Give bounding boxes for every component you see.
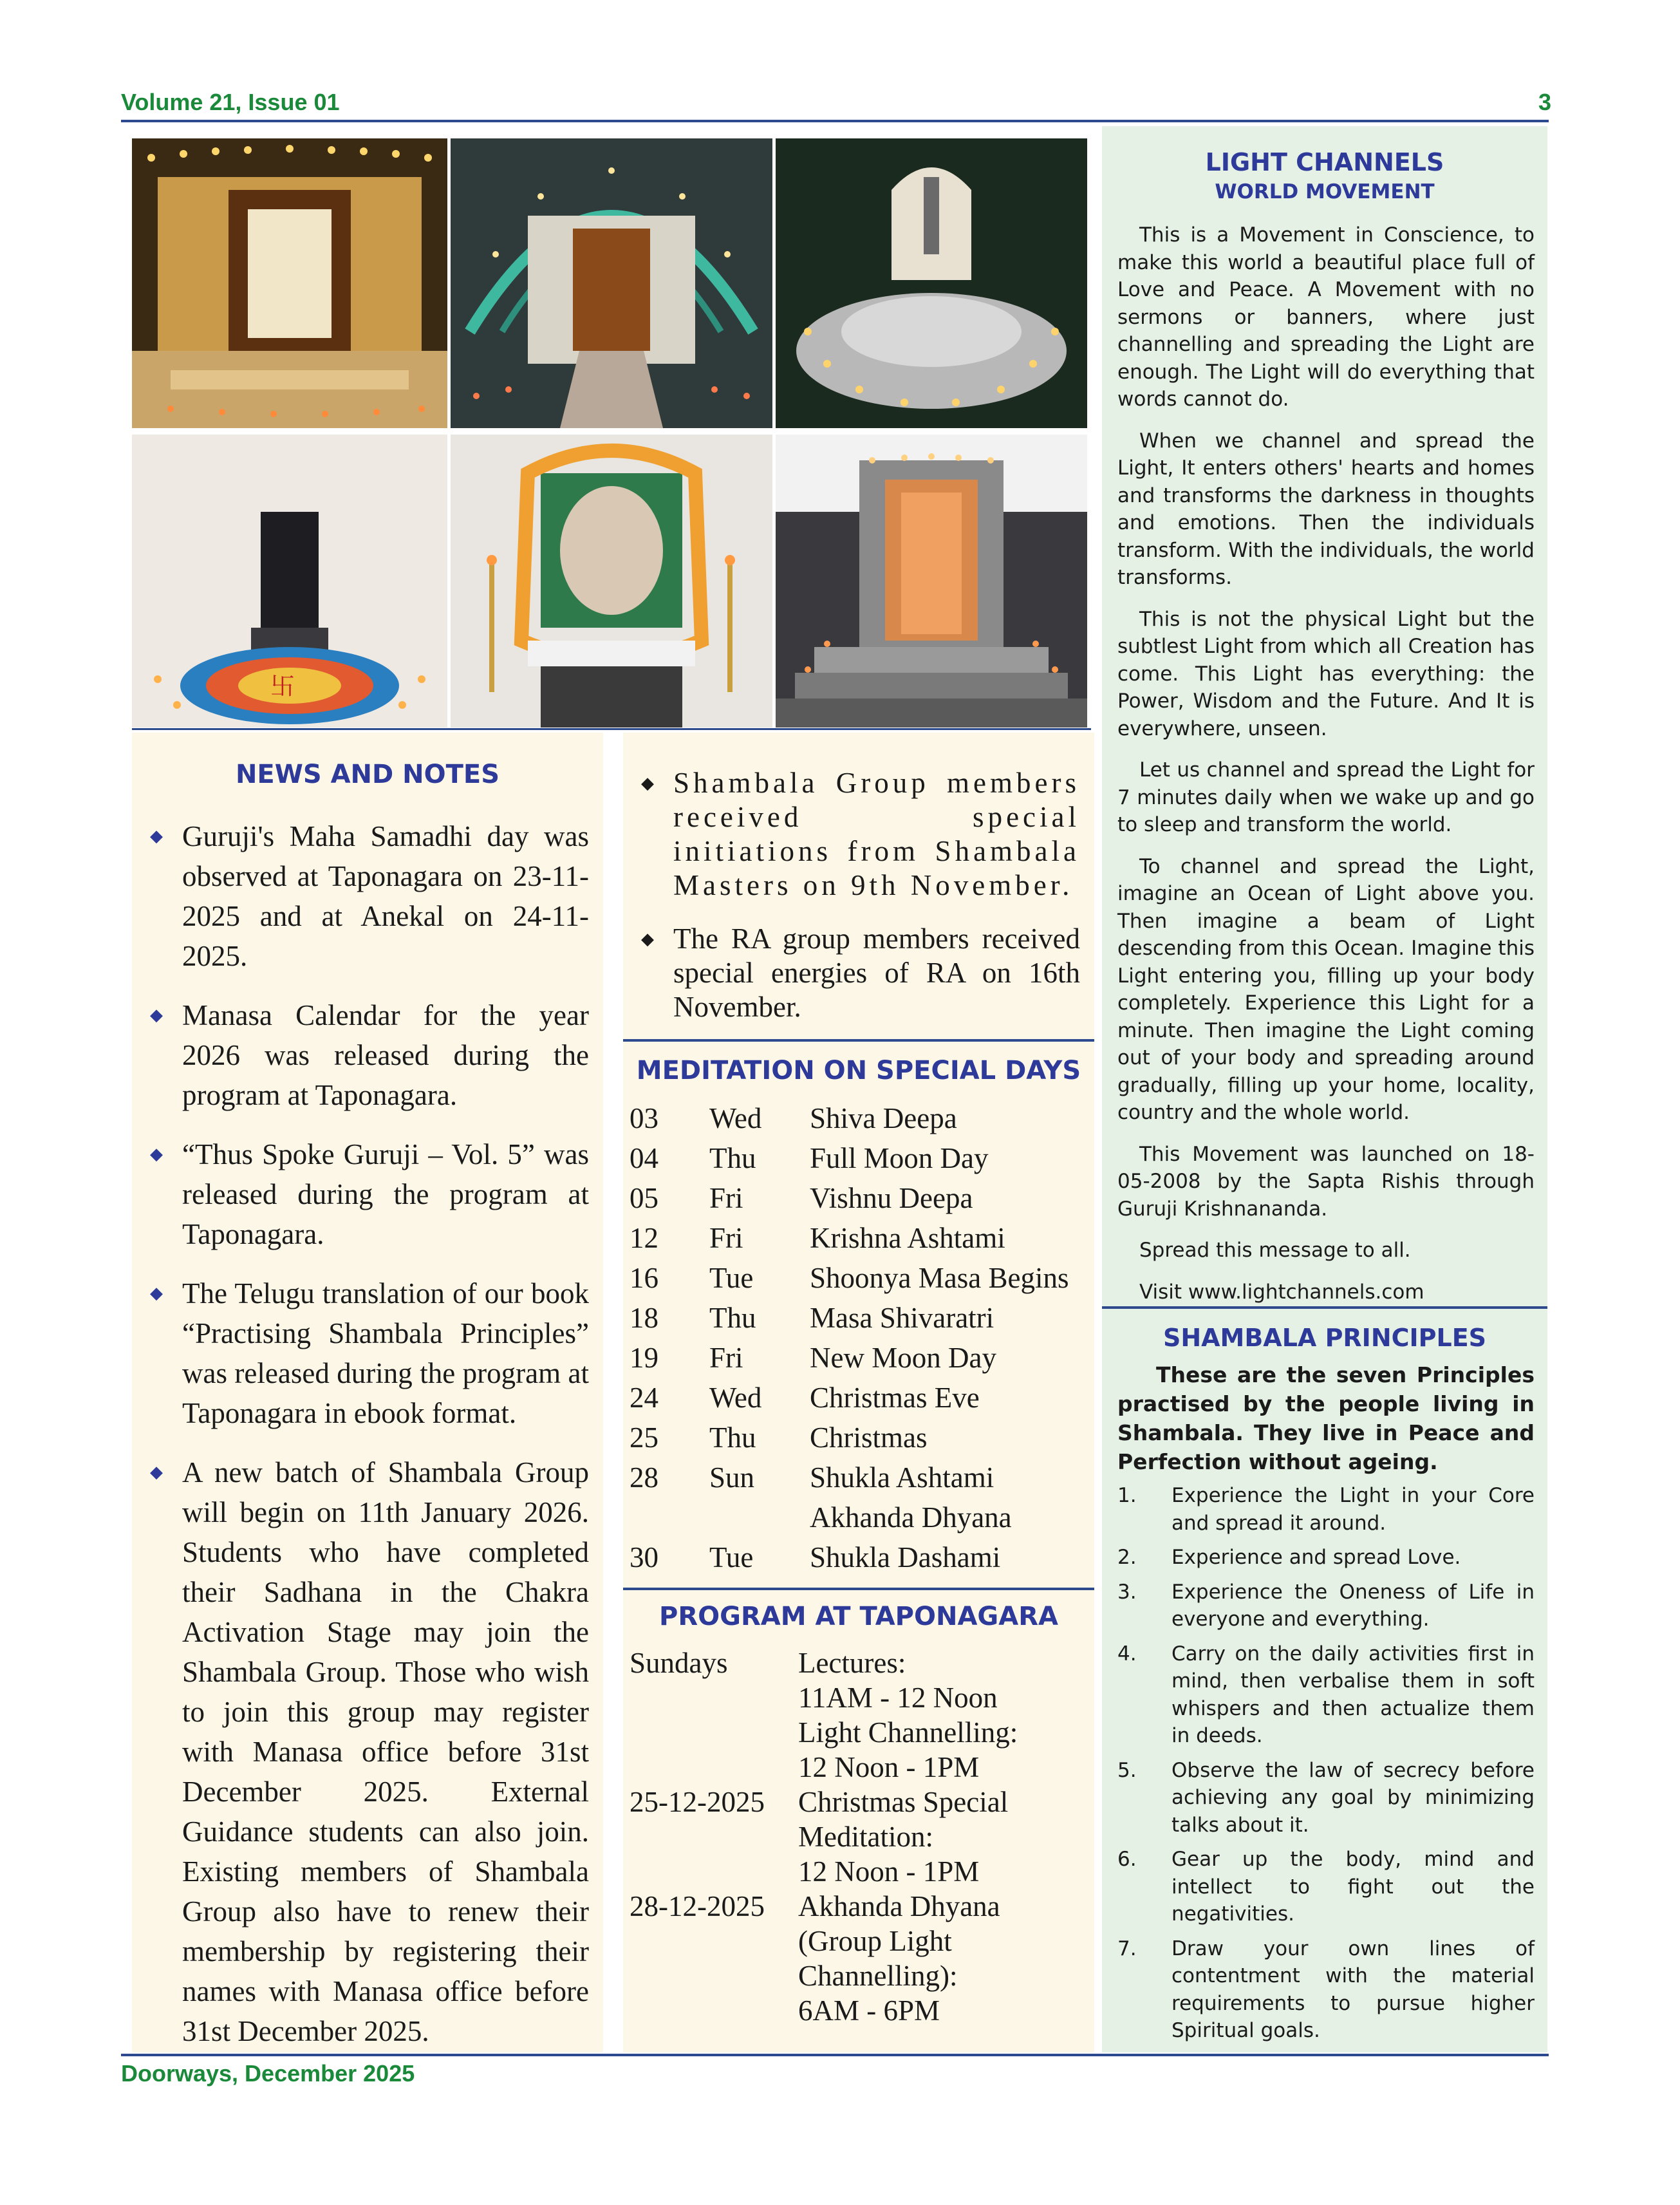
meditation-event: Shiva Deepa (810, 1102, 957, 1134)
principle-text: Observe the law of secrecy before achieving any goal by minimizing talks about it. (1171, 1758, 1535, 1837)
meditation-row (630, 1138, 1069, 1178)
principle-number: 3. (1117, 1580, 1137, 1604)
principle-text: Gear up the body, mind and intellect to fight out the negativities. (1171, 1848, 1535, 1926)
program-when (630, 1750, 798, 1785)
program-row (630, 1958, 1018, 1993)
meditation-date: 04 (630, 1142, 658, 1174)
shambala-intro: These are the seven Principles practised by the people living in Shambala. They live in Peace and Perfection without ageing. (1117, 1362, 1535, 1474)
meditation-day: Thu (709, 1422, 756, 1454)
principle-text: Experience the Light in your Core and spread it around. (1171, 1484, 1535, 1535)
program-row (630, 1750, 1018, 1785)
meditation-day: Wed (709, 1382, 762, 1414)
footer-rule (121, 2054, 1549, 2056)
meditation-day: Fri (709, 1342, 743, 1374)
meditation-event: Masa Shivaratri (810, 1302, 994, 1334)
meditation-event: Christmas Eve (810, 1382, 980, 1414)
program-row (630, 1993, 1018, 2028)
meditation-day: Fri (709, 1222, 743, 1254)
light-channels-title: LIGHT CHANNELS (1205, 148, 1444, 176)
meditation-event: New Moon Day (810, 1342, 996, 1374)
program-row (630, 1819, 1018, 1854)
principle-number: 2. (1117, 1546, 1137, 1569)
events-column (623, 733, 1094, 2052)
program-when: Sundays (630, 1647, 728, 1679)
program-what: 11AM - 12 Noon (798, 1682, 998, 1714)
program-row (630, 1646, 1018, 1680)
meditation-event: Christmas (810, 1422, 928, 1454)
shambala-principles-list (1117, 1482, 1535, 2052)
program-row (630, 1924, 1018, 1958)
news-continued-list (636, 766, 1080, 1044)
meditation-date: 25 (630, 1422, 658, 1454)
program-when (630, 1854, 798, 1889)
paragraph: When we channel and spread the Light, It enters others' hearts and homes and transforms the darkness in thoughts and emotions. Then the individuals transform. With the individuals, the world transforms. (1117, 429, 1535, 589)
svg-text:卐: 卐 (270, 672, 295, 700)
principle-number: 1. (1117, 1484, 1137, 1507)
paragraph: This is not the physical Light but the subtlest Light from which all Creation has come. This Light has everything: the Power, Wisdom and the Future. And It is everywhere, unseen. (1117, 607, 1535, 740)
meditation-event: Shukla Dashami (810, 1541, 1001, 1573)
paragraph: Spread this message to all. (1139, 1239, 1411, 1262)
meditation-date: 19 (630, 1342, 658, 1374)
program-what: 6AM - 6PM (798, 1994, 940, 2027)
meditation-date: 05 (630, 1182, 658, 1214)
principle-number: 6. (1117, 1848, 1137, 1871)
meditation-day (709, 1497, 810, 1537)
program-row (630, 1785, 1018, 1819)
program-what: Meditation: (798, 1821, 933, 1853)
issue-label: Volume 21, Issue 01 (121, 89, 340, 115)
shambala-title: SHAMBALA PRINCIPLES (1162, 1324, 1487, 1352)
news-list (145, 816, 589, 2070)
meditation-date (630, 1497, 709, 1537)
meditation-event: Full Moon Day (810, 1142, 989, 1174)
program-when (630, 1924, 798, 1958)
program-when (630, 1958, 798, 1993)
photo-grid-rule (132, 728, 1091, 730)
program-rule (623, 1588, 1094, 1590)
meditation-event: Akhanda Dhyana (810, 1501, 1012, 1534)
meditation-date: 30 (630, 1541, 658, 1573)
meditation-day: Thu (709, 1302, 756, 1334)
program-what: Akhanda Dhyana (798, 1890, 1000, 1922)
principle-text: Experience and spread Love. (1171, 1546, 1461, 1569)
footer-text: Doorways, December 2025 (121, 2060, 415, 2087)
program-row (630, 1680, 1018, 1715)
principle-item (1117, 1935, 1535, 2045)
news-item: ◆ The RA group members received special energies of RA on 16th November. (636, 922, 1080, 1024)
principle-item (1117, 1482, 1535, 1537)
program-what: (Group Light (798, 1925, 952, 1957)
program-row (630, 1854, 1018, 1889)
meditation-day: Sun (709, 1461, 755, 1494)
photo-arched-walkway (451, 138, 772, 428)
program-when (630, 1819, 798, 1854)
meditation-title: MEDITATION ON SPECIAL DAYS (636, 1056, 1081, 1085)
news-item: ◆ “Thus Spoke Guruji – Vol. 5” was released during the program at Taponagara. (145, 1134, 589, 1254)
program-when (630, 1993, 798, 2028)
meditation-date: 03 (630, 1102, 658, 1134)
website-link[interactable]: Visit www.lightchannels.com (1139, 1280, 1424, 1304)
program-when (630, 1680, 798, 1715)
principle-text: Draw your own lines of contentment with the material requirements to pursue higher Spiritual goals. (1171, 1937, 1535, 2042)
principle-item (1117, 1640, 1535, 1750)
news-title: NEWS AND NOTES (235, 760, 500, 789)
program-when (630, 1715, 798, 1750)
page-number: 3 (1538, 89, 1551, 115)
program-what: Christmas Special (798, 1786, 1009, 1818)
meditation-day: Tue (709, 1262, 754, 1294)
principle-item (1117, 1544, 1535, 1572)
meditation-row (630, 1258, 1069, 1298)
meditation-row (630, 1497, 1069, 1537)
meditation-day: Thu (709, 1142, 756, 1174)
program-title: PROGRAM AT TAPONAGARA (659, 1602, 1058, 1631)
program-what: 12 Noon - 1PM (798, 1855, 980, 1888)
meditation-row (630, 1178, 1069, 1218)
principle-text: Experience the Oneness of Life in everyone and everything. (1171, 1580, 1535, 1631)
meditation-row (630, 1338, 1069, 1378)
photo-statue-niche (776, 138, 1087, 428)
meditation-event: Vishnu Deepa (810, 1182, 973, 1214)
news-column (132, 733, 603, 2052)
meditation-table (630, 1098, 1069, 1577)
meditation-date: 24 (630, 1382, 658, 1414)
meditation-row (630, 1298, 1069, 1338)
meditation-date: 12 (630, 1222, 658, 1254)
principle-number: 7. (1117, 1937, 1137, 1960)
meditation-row (630, 1218, 1069, 1258)
shambala-rule (1102, 1306, 1547, 1309)
photo-guruji-portrait (451, 435, 772, 727)
program-row (630, 1715, 1018, 1750)
meditation-event: Shoonya Masa Begins (810, 1262, 1069, 1294)
meditation-event: Krishna Ashtami (810, 1222, 1005, 1254)
paragraph: To channel and spread the Light, imagine an Ocean of Light above you. Then imagine a beam of Light descending from this Ocean. Imagine this Light entering you, filling up your body completely. Experience this Light for a minute. Then imagine the Light coming out of your body and spreading around gradually, filling up your home, locality, country and the whole world. (1117, 854, 1535, 1124)
meditation-date: 28 (630, 1461, 658, 1494)
program-what: Channelling): (798, 1960, 958, 1992)
photo-lit-doorway (776, 435, 1087, 727)
program-what: Lectures: (798, 1647, 906, 1679)
paragraph: This is a Movement in Conscience, to make this world a beautiful place full of Love and Peace. A Movement with no sermons or banners, where just channelling and spreading the Light are enough. The Light will do everything that words cannot do. (1117, 223, 1535, 411)
news-item: ◆ The Telugu translation of our book “Practising Shambala Principles” was released during the program at Taponagara in ebook format. (145, 1273, 589, 1433)
program-table (630, 1646, 1018, 2028)
principle-number: 4. (1117, 1642, 1137, 1665)
news-item: ◆ Shambala Group members received special initiations from Shambala Masters on 9th November. (636, 766, 1080, 903)
paragraph: Let us channel and spread the Light for 7 minutes daily when we wake up and go to sleep and transform the world. (1117, 758, 1535, 836)
principle-item (1117, 1846, 1535, 1928)
meditation-day: Fri (709, 1182, 743, 1214)
meditation-row (630, 1458, 1069, 1497)
light-channels-body (1117, 221, 1535, 1320)
meditation-event: Shukla Ashtami (810, 1461, 994, 1494)
principle-item (1117, 1579, 1535, 1633)
meditation-rule (623, 1039, 1094, 1042)
photo-rangoli (132, 435, 447, 727)
news-item: ◆ Guruji's Maha Samadhi day was observed at Taponagara on 23-11-2025 and at Anekal on 24-11-2025. (145, 816, 589, 976)
meditation-row (630, 1098, 1069, 1138)
program-what: 12 Noon - 1PM (798, 1751, 980, 1783)
light-channels-subtitle: WORLD MOVEMENT (1215, 180, 1435, 203)
meditation-day: Wed (709, 1102, 762, 1134)
news-item: ◆ A new batch of Shambala Group will begin on 11th January 2026. Students who have completed their Sadhana in the Chakra Activation Stage may join the Shambala Group. Those who wish to join this group may register with Manasa office before 31st December 2025. External Guidance students can also join. Existing members of Shambala Group also have to renew their membership by registering their names with Manasa office before 31st December 2025. (145, 1452, 589, 2051)
principle-text: Carry on the daily activities first in mind, then verbalise them in soft whispers and then actualize them in deeds. (1171, 1642, 1535, 1747)
news-item: ◆ Manasa Calendar for the year 2026 was released during the program at Taponagara. (145, 995, 589, 1115)
meditation-row (630, 1378, 1069, 1418)
header-rule (121, 120, 1549, 122)
photo-shrine-doorway (132, 138, 447, 428)
program-row (630, 1889, 1018, 1924)
program-when: 25-12-2025 (630, 1786, 765, 1818)
meditation-row (630, 1537, 1069, 1577)
paragraph: This Movement was launched on 18-05-2008 by the Sapta Rishis through Guruji Krishnananda. (1117, 1142, 1535, 1221)
meditation-day: Tue (709, 1541, 754, 1573)
program-when: 28-12-2025 (630, 1890, 765, 1922)
meditation-date: 16 (630, 1262, 658, 1294)
principle-item (1117, 1757, 1535, 1839)
meditation-date: 18 (630, 1302, 658, 1334)
meditation-row (630, 1418, 1069, 1458)
principle-number: 5. (1117, 1758, 1137, 1782)
light-channels-column (1102, 126, 1547, 2052)
program-what: Light Channelling: (798, 1716, 1018, 1749)
